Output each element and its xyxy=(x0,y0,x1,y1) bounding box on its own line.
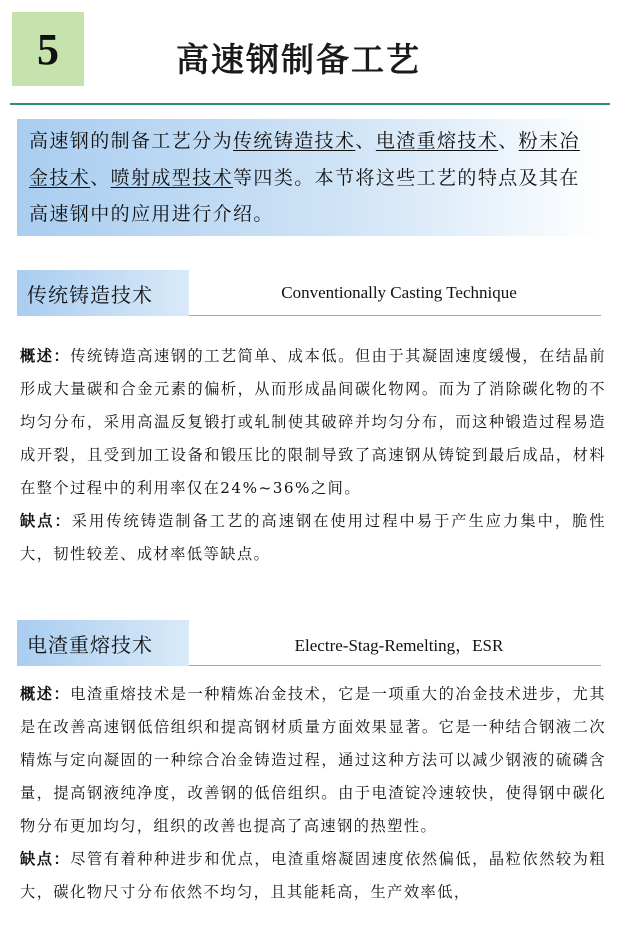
overview-label: 概述： xyxy=(20,685,71,703)
section-english-esr: Electre-Stag-Remelting，ESR xyxy=(294,635,504,655)
defect-text: 采用传统铸造制备工艺的高速钢在使用过程中易于产生应力集中，脆性大，韧性较差、成材率低等缺点。 xyxy=(20,512,607,563)
defect-paragraph xyxy=(20,505,606,571)
section-header-esr xyxy=(17,620,601,666)
intro-link-casting: 传统铸造技术 xyxy=(233,130,356,152)
section-underline xyxy=(189,315,601,316)
intro-text-start: 高速钢的制备工艺分为 xyxy=(29,130,234,152)
overview-text: 传统铸造高速钢的工艺简单、成本低。但由于其凝固速度缓慢，在结晶前形成大量碳和合金元素的偏析，从而形成晶间碳化物网。而为了消除碳化物的不均匀分布，采用高温反复锻打或轧制使其破碎并均匀分布，而这种锻造过程易造成开裂，且受到加工设备和锻压比的限制导致了高速钢从铸锭到最后成品，材料在整个过程中的利用率仅在24%~36%之间。 xyxy=(20,347,607,497)
overview-paragraph xyxy=(20,678,606,843)
title-divider xyxy=(10,103,610,105)
intro-sep-2: 、 xyxy=(498,130,519,152)
section-body-esr xyxy=(20,678,606,909)
overview-text: 电渣重熔技术是一种精炼冶金技术，它是一项重大的冶金技术进步，尤其是在改善高速钢低倍组织和提高钢材质量方面效果显著。它是一种结合钢液二次精炼与定向凝固的一种综合冶金铸造过程，通过这种方法可以减少钢液的硫磷含量，提高钢液纯净度，改善钢的低倍组织。由于电渣锭冷速较快，使得钢中碳化物分布更加均匀，组织的改善也提高了高速钢的热塑性。 xyxy=(20,685,607,835)
defect-label: 缺点： xyxy=(20,512,72,530)
defect-paragraph xyxy=(20,843,606,909)
intro-link-esr: 电渣重熔技术 xyxy=(375,130,499,152)
section-english-casting: Conventionally Casting Technique xyxy=(281,283,517,302)
intro-text-end: 等四类。本节将这些工艺的特点及其在高速钢中的应用进行介绍。 xyxy=(29,166,580,225)
intro-link-spray: 喷射成型技术 xyxy=(110,166,234,189)
section-title-casting: 传统铸造技术 xyxy=(17,270,189,316)
overview-label: 概述： xyxy=(20,347,71,365)
chapter-number-box xyxy=(12,12,84,86)
overview-paragraph xyxy=(20,340,606,505)
page-title: 高速钢制备工艺 xyxy=(176,40,421,79)
section-title-esr: 电渣重熔技术 xyxy=(17,620,189,666)
section-body-casting xyxy=(20,340,606,571)
intro-sep-1: 、 xyxy=(355,130,376,152)
intro-link-powder: 粉末冶金技术 xyxy=(29,130,580,189)
intro-box xyxy=(17,119,601,236)
intro-sep-3: 、 xyxy=(90,166,111,189)
section-header-casting xyxy=(17,270,601,316)
defect-label: 缺点： xyxy=(20,850,71,868)
chapter-number: 5 xyxy=(37,24,59,74)
defect-text: 尽管有着种种进步和优点，电渣重熔凝固速度依然偏低，晶粒依然较为粗大，碳化物尺寸分布依然不均匀，且其能耗高，生产效率低， xyxy=(20,850,607,901)
section-underline xyxy=(189,665,601,666)
